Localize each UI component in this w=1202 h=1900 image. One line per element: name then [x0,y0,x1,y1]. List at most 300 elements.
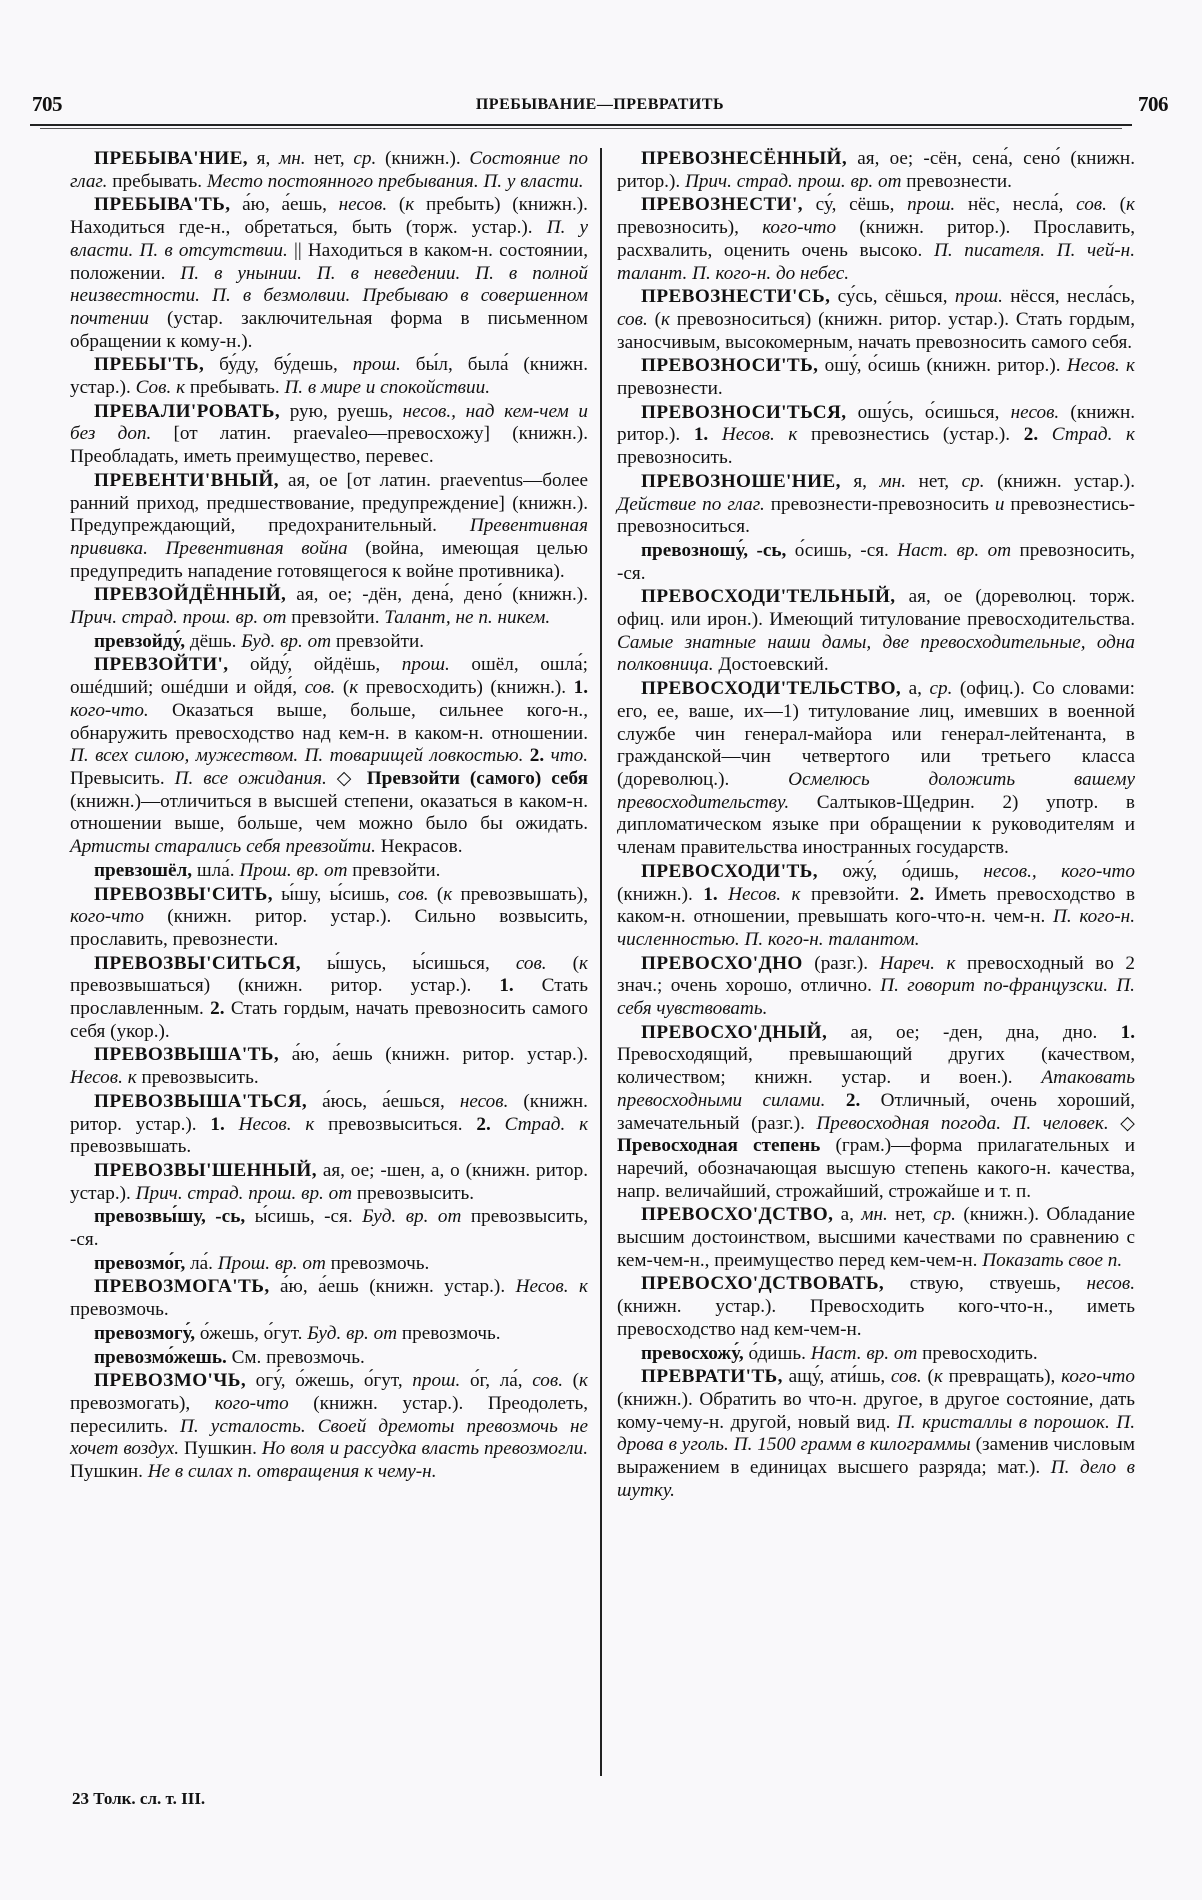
bold-form: превозмо́г, [94,1252,186,1274]
entry-text: (книжн. ритор.). Прославить, расхвалить, оценить очень высоко. [617,217,1135,261]
entry-text [775,424,789,445]
italic-text: кого-что. [70,699,149,721]
entry-text: (война, имеющая целью предупредить нападение готовящегося к войне противника). [70,537,588,582]
entry-text: ая, ое; -шен, а, о (книжн. ритор. устар.). [70,1159,588,1204]
headword: ПРЕВОЗНЕСЁННЫЙ, [641,148,848,169]
italic-text: несов., над кем-чем и без доп. [70,400,588,445]
bold-form: превосхожу́, [641,1342,744,1364]
entry-text: превзойти. [347,859,441,881]
entry-text: Пушкин. [179,1438,262,1460]
entry-text: бу́ду, бу́дешь, [204,354,353,376]
italic-text: несов. [1010,401,1060,423]
italic-text: Буд. вр. от [307,1322,398,1344]
entry-text: пребыть) (книжн.). Находиться где-н., обретаться, быть (торж. устар.). [70,194,588,239]
entry-text: превосходный во 2 знач.; очень хорошо, отлично. [617,952,1135,997]
italic-text: Наст. вр. от [810,1342,918,1364]
italic-text: сов. [1076,194,1107,216]
headword: ПРЕВОСХОДИ'ТЕЛЬНЫЙ, [641,586,896,608]
italic-text: Состояние по глаг. [70,148,588,192]
dictionary-entry [70,631,588,654]
italic-text: кого-что [70,906,144,928]
italic-text: ср. [961,470,985,492]
entry-text: превозвышать), [452,883,588,905]
entry-text [825,1090,845,1111]
italic-text: к [1126,424,1136,446]
entry-text: ла́. [185,1252,218,1274]
italic-text: Не в силах п. отвращения к чему-н. [147,1461,437,1483]
page-number-left: 705 [32,92,62,116]
entry-text: превознести. [617,378,723,400]
entry-text: ая, ое (дореволюц. торж. офиц. или ирон.). Имеющий титулование превосходительства. [617,586,1135,631]
bold-form: превозмо́жешь. [94,1346,227,1368]
headword: ПРЕВОЗНЕСТИ'СЬ, [641,286,831,308]
italic-text: Прич. страд. прош. вр. от [135,1182,353,1204]
entry-text: ошёл, ошла́; ошéдший; ошéдши и ойдя́, [70,654,588,699]
entry-text: ствую, ствуешь, [884,1273,1087,1295]
entry-text: превозмочь. [397,1322,501,1344]
dictionary-entry [70,1370,588,1484]
italic-text: прош. [907,194,956,216]
italic-text: прош. [401,654,450,676]
bold-form: 2. [210,998,225,1020]
dictionary-entry [70,1253,588,1276]
italic-text: сов. [617,308,648,330]
entry-text: (книжн. устар.). [984,470,1135,492]
entry-text: ( [647,308,661,330]
header-rule-thin [40,128,1122,129]
italic-text: к [579,1113,589,1135]
headword: ПРЕВОЗВЫ'СИТЬСЯ, [94,952,301,974]
italic-text: к [305,1113,315,1135]
entry-text [708,424,722,445]
entry-text: Стать прославленным. [70,975,589,1020]
bold-form: 1. [1120,1021,1135,1043]
bold-form: 2. [1023,424,1039,446]
italic-text: П. в мире и спокойствии. [284,377,490,399]
entry-text [1112,424,1126,445]
italic-text: прош. [352,354,401,376]
entry-text: превозвысить, -ся. [70,1206,589,1251]
italic-text: мн. [861,1204,888,1226]
italic-text: П. говорит по-французски. П. себя чувствовать. [617,975,1135,1020]
entry-text: Стать гордым, начать превозносить самого себя (укор.). [70,998,588,1042]
entry-text: превзойти. [286,607,385,629]
entry-text: рую, руешь, [280,400,403,422]
headword: ПРЕВОСХО'ДНЫЙ, [641,1021,828,1043]
italic-text: П. кого-н. численностью. П. кого-н. талантом. [617,906,1136,950]
italic-text: Несов. [1066,355,1120,377]
italic-text: к [791,883,801,905]
header-rule [30,124,1132,126]
italic-text: Самые знатные наши дамы, две превосходительные, одна полковница. [617,631,1135,676]
italic-text: сов. [532,1370,563,1392]
entry-text: ойду́, ойдёшь, [228,654,402,676]
entry-text [935,953,947,974]
entry-text: ( [428,883,444,905]
entry-text: я, [840,470,880,492]
entry-text: а́ю, а́ешь (книжн. ритор. устар.). [279,1044,588,1066]
dictionary-entry [70,401,588,469]
entry-text: (грам.)—форма прилагательных и наречий, обозначающая высшую степень какого-н. качества, напр. величайший, строжайший, строжайше и т. п. [617,1135,1135,1202]
entry-text: ◇ [326,767,367,789]
dictionary-entry [617,402,1135,470]
dictionary-entry [70,1347,588,1370]
dictionary-entry [70,148,588,193]
italic-text: что. [550,745,589,767]
entry-text: превозносить, -ся. [617,539,1135,584]
entry-text: превосходить. [917,1342,1038,1364]
entry-text: (книжн. ритор.). [617,401,1136,446]
italic-text: Сов. [135,377,172,399]
italic-text: П. усталость. Своей дремоты превозмочь не хочет воздух. [70,1415,589,1460]
italic-text: П. всех силою, мужеством. П. товарищей ловкостью. [70,745,524,767]
headword: ПРЕВОЗНОСИ'ТЬ, [641,355,819,377]
italic-text: П. все ожидания. [174,767,327,789]
entry-text: превозносить), [617,217,763,239]
entry-text: (книжн. ритор. устар.). [70,1090,588,1135]
italic-text: к [946,952,956,974]
entry-text: (офиц.). Со словами: его, ее, ваше, их—1) титулование лиц, имевших в военной службе чин генерал-майора или генерал-лейтенанта, в гражданской—чин четвертого или третьего класса (дореволюц.). [617,678,1135,790]
entry-text: ая, ое; -сён, сена́, сено́ (книжн. ритор.). [617,148,1135,192]
bold-form: Превосходная степень [617,1135,821,1157]
entry-text: ( [1106,194,1127,216]
entry-text: превозвышать. [70,1136,192,1158]
bold-form: 2. [476,1113,491,1135]
bold-form: 2. [909,883,925,905]
italic-text: сов. [515,952,547,974]
italic-text: Артисты старались себя превзойти. [70,836,376,858]
entry-text: Некрасов. [375,836,463,858]
entry-text: Превысить. [70,767,175,789]
dictionary-entry [617,540,1135,585]
entry-text: превознести. [901,170,1012,192]
entry-text [1038,424,1052,445]
bold-form: превозмогу́, [94,1322,196,1344]
entry-text: ( [921,1366,934,1388]
dictionary-entry [617,194,1135,285]
italic-text: к [349,677,359,699]
entry-text: ( [335,677,350,699]
dictionary-entry [617,586,1135,677]
italic-text: сов. [397,883,429,905]
entry-text: превознестись (устар.). [797,424,1024,446]
bold-form: превзойду́, [94,630,186,652]
entry-text: я, [248,148,279,169]
headword: ПРЕВАЛИ'РОВАТЬ, [94,400,281,422]
headword: ПРЕВОЗВЫША'ТЬСЯ, [94,1090,308,1112]
entry-text: превозвыситься. [314,1113,477,1135]
headword: ПРЕВЗОЙТИ', [94,654,229,676]
italic-text: П. дело в шутку. [617,1457,1135,1501]
italic-text: Несов. [515,1276,569,1298]
italic-text: Но воля и рассудка власть превозмогли. [261,1438,589,1460]
entry-text: См. превозмочь. [226,1346,365,1368]
entry-text: о́дишь. [743,1342,811,1364]
bold-form: 1. [703,883,718,905]
entry-text: превозмогать), [70,1392,215,1414]
dictionary-entry [617,286,1135,354]
page-header [30,92,1170,122]
dictionary-entry [70,884,588,952]
entry-text: а́ю, а́ешь, [230,194,339,216]
dictionary-entry [70,584,588,629]
headword: ПРЕВЗОЙДЁННЫЙ, [94,584,287,606]
italic-text: мн. [879,470,907,492]
italic-text: Прош. вр. от [239,859,348,881]
entry-text: ( [563,1370,580,1392]
italic-text: П. у власти. П. в отсутствии. [70,217,589,261]
headword: ПРЕВРАТИ'ТЬ, [641,1366,783,1388]
entry-text: ащу́, ати́шь, [782,1366,891,1388]
dictionary-entry [617,1204,1135,1272]
bold-form: превозношу́, -сь, [641,539,787,561]
entry-text: ы́сишь, -ся. [245,1206,363,1228]
entry-text: (книжн.). [376,148,470,169]
italic-text: Превентивная прививка. Превентивная война [70,515,588,559]
entry-text: шла́. [192,859,240,881]
italic-text: к [405,194,415,216]
headword: ПРЕВОСХО'ДСТВО, [641,1204,834,1226]
entry-text: ая, ое; -ден, дна, дно. [827,1021,1121,1043]
italic-text: несов., кого-что [983,860,1135,882]
entry-text: (книжн. устар.). Преодолеть, пересилить. [70,1392,589,1437]
italic-text: ср. [933,1204,956,1226]
italic-text: несов. [1086,1273,1135,1295]
entry-text: Превосходящий, превышающий других (качеством, количеством; книжн. устар. и воен.). [617,1044,1135,1089]
italic-text: несов. [338,194,388,216]
entry-text: превозмочь. [70,1299,169,1321]
bold-form: 1. [693,424,709,446]
entry-text: нет, [887,1204,934,1226]
headword: ПРЕВОЗНЕСТИ', [641,194,803,216]
entry-text [781,884,792,905]
italic-text: к [443,883,453,905]
entry-text: (книжн.). Обладание высшим достоинством, высшими качествами по сравнению с кем-чем-н., преимущество перед кем-чем-н. [617,1204,1135,1271]
entry-text: превозвысить. [136,1067,259,1089]
dictionary-entry [70,194,588,353]
italic-text: П. писателя. П. чей-н. талант. П. кого-н. до небес. [617,239,1135,284]
entry-text: (книжн. устар.). Превосходить кого-что-н., иметь превосходство над кем-чем-н. [617,1296,1135,1340]
italic-text: Место постоянного пребывания. П. у власти. [206,170,584,192]
entry-text: превращать), [942,1366,1062,1388]
italic-text: несов. [459,1090,509,1112]
dictionary-entry [70,1044,588,1089]
entry-text [225,1114,239,1135]
dictionary-entry [617,1366,1135,1502]
entry-text: (устар. заключительная форма в письменном обращении к кому-н.). [70,307,588,352]
headword: ПРЕВОЗМО'ЧЬ, [94,1370,247,1392]
entry-text [718,884,729,905]
italic-text: к [1126,194,1136,216]
entry-text: ы́шу, ы́сишь, [272,883,398,905]
italic-text: Страд. [1051,424,1113,446]
entry-text: ая, ое [от латин. praeventus—более ранний приход, предшествование, предупреждение] (книжн.). Предупреждающий, предохранительный. [70,469,588,537]
italic-text: Несов. [728,883,782,905]
italic-text: Наст. вр. от [897,539,1012,561]
entry-text: превзойти. [800,883,910,905]
headword: ПРЕВОЗВЫША'ТЬ, [94,1044,280,1066]
bold-form: 2. [845,1089,861,1111]
entry-text: (разг.). [802,952,880,974]
dictionary-entry [617,953,1135,1021]
dictionary-entry [70,470,588,584]
italic-text: к [127,1067,137,1089]
italic-text: Буд. вр. от [362,1206,462,1228]
italic-text: Превосходная погода. П. человек. [816,1112,1109,1134]
entry-text: бы́л, была́ (книжн. устар.). [70,354,588,399]
running-title: ПРЕБЫВАНИЕ—ПРЕВРАТИТЬ [475,96,725,113]
bold-form: превозвы́шу, -сь, [94,1206,246,1228]
entry-text: ая, ое; -дён, дена́, дено́ (книжн.). [286,584,588,606]
headword: ПРЕБЫВА'НИЕ, [94,148,248,169]
entry-text: превзойти. [331,630,425,652]
entry-text: ошу́, о́сишь (книжн. ритор.). [818,355,1067,377]
entry-text: а, [833,1204,862,1226]
headword: ПРЕВЕНТИ'ВНЫЙ, [94,469,279,491]
headword: ПРЕВОСХО'ДНО [641,952,803,974]
dictionary-entry [617,1273,1135,1341]
headword: ПРЕВОСХОДИ'ТЬ, [641,860,818,882]
italic-text: к [660,308,670,330]
entry-text: ы́шусь, ы́сишься, [300,952,516,974]
headword: ПРЕВОСХОДИ'ТЕЛЬСТВО, [641,678,902,700]
entry-text: а́юсь, а́ешься, [307,1090,460,1112]
italic-text: Атаковать превосходными силами. [617,1067,1135,1111]
page-number-right: 706 [1138,92,1168,116]
italic-text: к [176,377,186,399]
entry-text: пребывать. [185,377,285,399]
entry-text: (заменив числовым выражением в единицах высшего разряда; мат.). [617,1434,1135,1479]
italic-text: к [579,952,589,974]
italic-text: к [579,1370,589,1392]
headword: ПРЕВОЗНОСИ'ТЬСЯ, [641,401,847,423]
entry-text: ожу́, о́дишь, [817,860,984,882]
italic-text: прош. [412,1370,461,1392]
entry-text: превосходить) (книжн.). [358,677,574,699]
entry-text: о́г, ла́, [460,1370,533,1392]
bold-form: превзошёл, [94,859,193,881]
italic-text: прош. [954,286,1003,308]
entry-text: (книжн.). [617,883,704,905]
headword: ПРЕБЫВА'ТЬ, [94,194,231,216]
dictionary-entry [70,1276,588,1321]
entry-text: Салтыков-Щедрин. 2) употр. в дипломатическом языке при обращении к руководителям и членам правительства иностранных государств. [617,791,1135,859]
italic-text: Показать свое п. [982,1249,1123,1271]
dictionary-entry [617,1343,1135,1366]
dictionary-entry [70,1206,588,1251]
entry-text: ◇ [1108,1112,1135,1134]
italic-text: Несов. [238,1113,292,1135]
italic-text: П. в унынии. П. в неведении. П. в полной неизвестности. П. в безмолвии. Пребываю в совершенном почтении [70,262,589,329]
dictionary-entry [70,860,588,883]
entry-text: [от латин. praevaleo—превосхожу] (книжн.). Преобладать, иметь преимущество, перевес. [70,423,588,468]
entry-text: су́, сёшь, [802,194,908,216]
entry-text: о́сишь, -ся. [786,539,898,561]
italic-text: кого-что [1061,1366,1135,1388]
bold-form: 1. [499,975,514,997]
dictionary-entry [617,355,1135,400]
dictionary-entry [617,148,1135,193]
dictionary-entry [617,678,1135,860]
italic-text: Талант, не п. никем. [384,607,551,629]
bold-form: 1. [210,1113,225,1135]
entry-text: (книжн.)—отличиться в высшей степени, оказаться в каком-н. отношении выше, больше, чем можно было бы ожидать. [70,790,588,835]
italic-text: и [994,493,1005,515]
headword: ПРЕВОЗВЫ'СИТЬ, [94,883,273,905]
entry-text: огу́, о́жешь, о́гут, [246,1370,413,1392]
italic-text: кого-что [214,1392,289,1414]
entry-text: превозвысить. [352,1182,475,1204]
entry-text: Пушкин. [70,1461,148,1483]
entry-text: су́сь, сёшься, [830,286,955,308]
dictionary-entry [70,1091,588,1159]
entry-text: нет, [906,470,962,492]
italic-text: мн. [278,148,306,169]
entry-text [491,1114,505,1135]
headword: ПРЕБЫ'ТЬ, [94,354,205,376]
column-divider [600,148,602,1776]
dictionary-entry [70,1323,588,1346]
entry-text: ( [546,952,580,974]
entry-text: дёшь. [185,630,242,652]
italic-text: Нареч. [879,952,935,974]
entry-text: ( [387,194,406,216]
dictionary-entry [617,861,1135,952]
italic-text: Прич. страд. прош. вр. от [70,607,287,629]
entry-text: превознестись-превозноситься. [617,493,1135,538]
headword: ПРЕВОСХО'ДСТВОВАТЬ, [641,1273,885,1295]
italic-text: Прич. страд. прош. вр. от [684,170,902,192]
entry-text: превозноситься) (книжн. ритор. устар.). Стать гордым, заносчивым, высокомерным, начать превозносить самого себя. [617,308,1135,353]
entry-text [292,1114,306,1135]
bold-form: 1. [573,677,589,699]
italic-text: П. кристаллы в порошок. П. дрова в уголь. П. 1500 грамм в килограммы [617,1411,1136,1456]
left-column [70,148,588,1485]
dictionary-entry [70,654,588,858]
italic-text: к [1126,355,1135,377]
entry-text [569,1276,580,1297]
italic-text: Прош. вр. от [217,1252,326,1274]
bold-form: 2. [529,745,545,767]
entry-text: Оказаться выше, больше, сильнее кого-н., обнаружить превосходство над кем-н. в каком-н. отношении. [70,699,588,744]
italic-text: кого-что [762,217,837,239]
entry-text: а, [901,678,930,700]
italic-text: к [933,1366,943,1388]
italic-text: к [788,424,798,446]
entry-text: о́жешь, о́гут. [195,1322,308,1344]
dictionary-entry [617,1022,1135,1204]
entry-text: Отличный, очень хороший, замечательный (разг.). [617,1089,1136,1134]
italic-text: ср. [353,148,377,169]
entry-text: (книжн. ритор. устар.). Сильно возвысить, прославить, превознести. [70,906,588,950]
italic-text: Страд. [504,1113,566,1135]
bold-form: Превзойти (самого) себя [366,767,589,789]
entry-text: ошу́сь, о́сишься, [846,401,1011,423]
entry-text: превозвышаться) (книжн. ритор. устар.). [70,975,500,997]
entry-text: превозносить. [617,447,733,469]
italic-text: сов. [304,677,336,699]
printer-signature: 23 Толк. сл. т. III. [72,1789,206,1808]
dictionary-entry [70,354,588,399]
italic-text: Несов. [70,1067,123,1089]
entry-text: нёсся, несла́сь, [1002,286,1135,308]
italic-text: Действие по глаг. [617,493,765,515]
italic-text: ср. [929,678,953,700]
dictionary-entry [617,471,1135,539]
right-column [617,148,1135,1503]
italic-text: к [579,1276,588,1298]
entry-text: нет, [305,148,354,169]
